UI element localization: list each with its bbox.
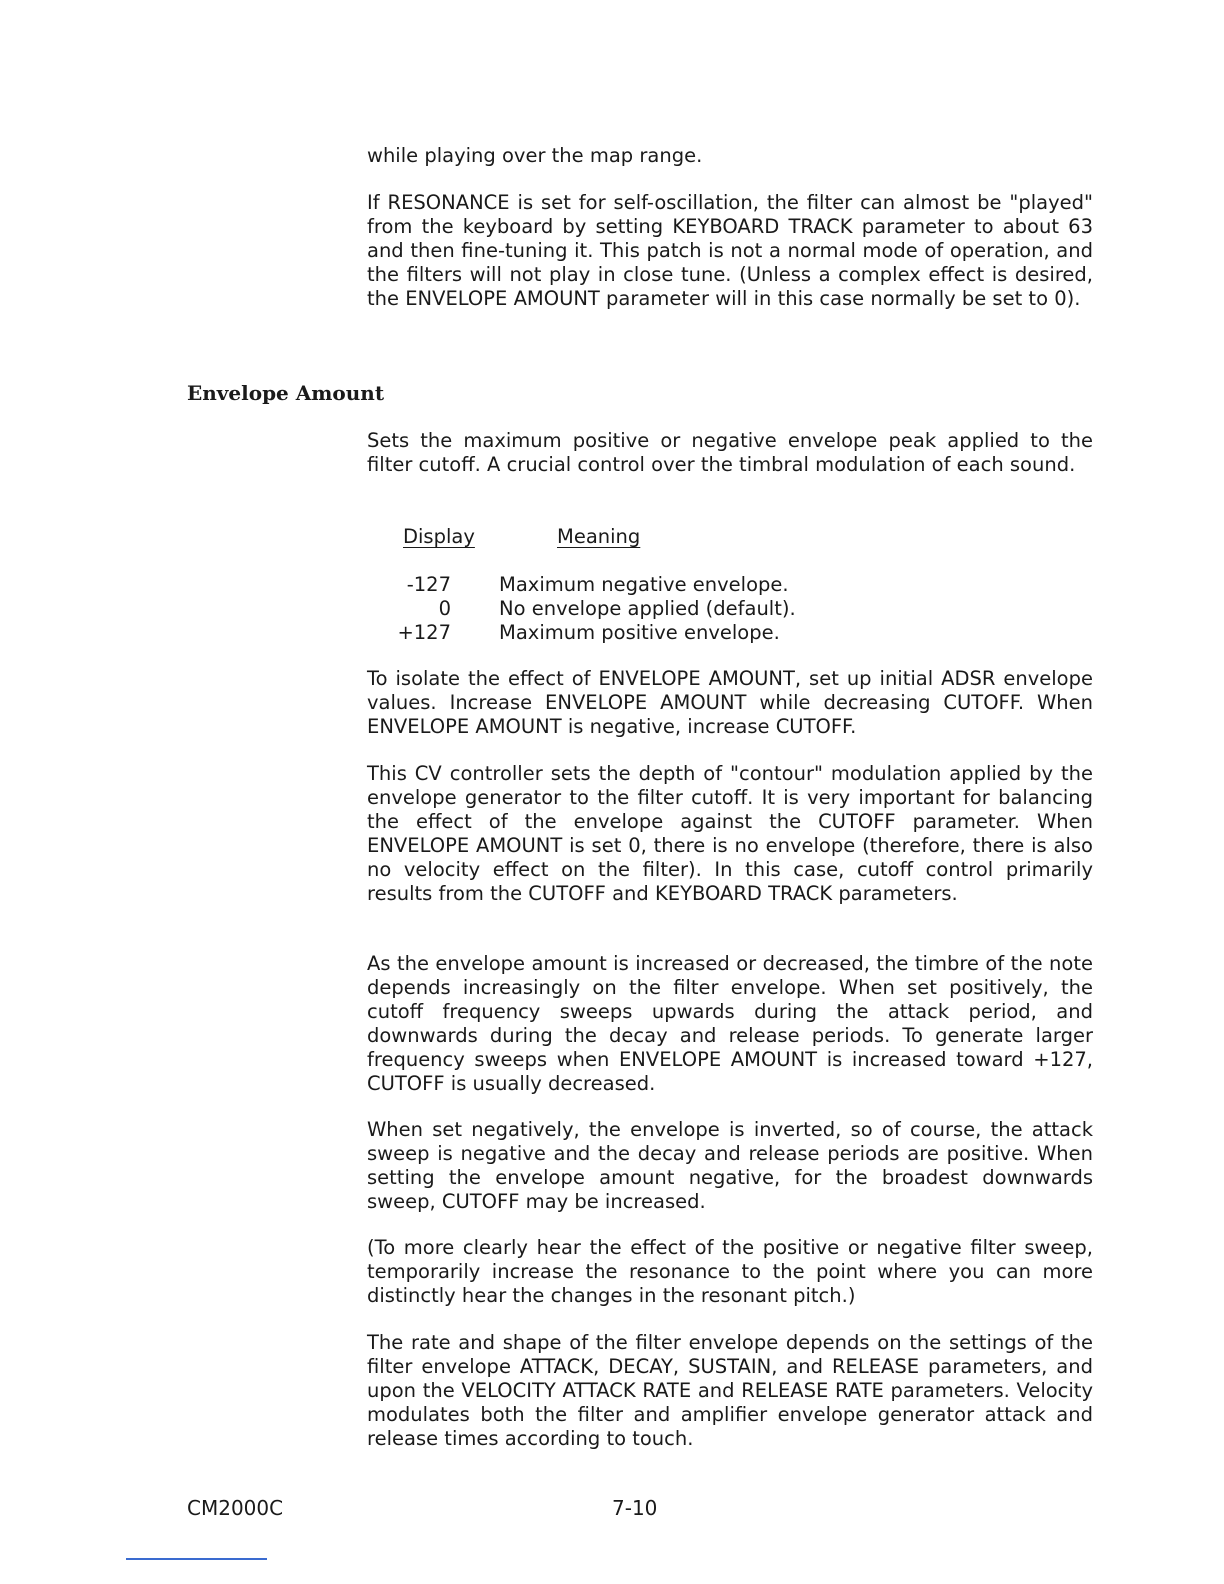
- body-paragraph: (To more clearly hear the effect of the positive or negative filter sweep, temporarily increase the resonance to the point where you can more distinctly hear the changes in the resonant pitch.): [367, 1236, 1093, 1307]
- table-header-meaning: Meaning: [557, 525, 641, 548]
- resonance-paragraph: If RESONANCE is set for self-oscillation, the filter can almost be "played" from the keyboard by setting KEYBOARD TRACK parameter to about 63 and then fine-tuning it. This patch is not a normal mode of operation, and the filters will not play in close tune. (Unless a complex effect is desired, the ENVELOPE AMOUNT parameter will in this case normally be set to 0).: [367, 191, 1093, 310]
- table-row: [367, 573, 967, 597]
- body-paragraph: As the envelope amount is increased or decreased, the timbre of the note depends increasingly on the filter envelope. When set positively, the cutoff frequency sweeps upwards during the attack period, and downwards during the decay and release periods. To generate larger frequency sweeps when ENVELOPE AMOUNT is increased toward +127, CUTOFF is usually decreased.: [367, 952, 1093, 1095]
- table-row: [367, 621, 967, 645]
- table-cell-code: -127: [406, 573, 451, 596]
- table-cell-meaning: Maximum negative envelope.: [499, 573, 789, 596]
- table-cell-meaning: Maximum positive envelope.: [499, 621, 780, 644]
- body-paragraph: This CV controller sets the depth of "contour" modulation applied by the envelope generator to the filter cutoff. It is very important for balancing the effect of the envelope against the CUTOFF parameter. When ENVELOPE AMOUNT is set 0, there is no envelope (therefore, there is also no velocity effect on the filter). In this case, cutoff control primarily results from the CUTOFF and KEYBOARD TRACK parameters.: [367, 762, 1093, 905]
- table-cell-code: +127: [397, 621, 451, 644]
- section-heading: Envelope Amount: [187, 381, 385, 405]
- body-paragraph: To isolate the effect of ENVELOPE AMOUNT, set up initial ADSR envelope values. Increase ENVELOPE AMOUNT while decreasing CUTOFF. When ENVELOPE AMOUNT is negative, increase CUTOFF.: [367, 667, 1093, 738]
- section-description: Sets the maximum positive or negative envelope peak applied to the filter cutoff. A crucial control over the timbral modulation of each sound.: [367, 429, 1093, 476]
- table-cell-code: 0: [438, 597, 451, 620]
- page-number: 7-10: [612, 1496, 658, 1520]
- table-cell-meaning: No envelope applied (default).: [499, 597, 796, 620]
- body-paragraph: When set negatively, the envelope is inverted, so of course, the attack sweep is negative and the decay and release periods are positive. When setting the envelope amount negative, for the broadest downwards sweep, CUTOFF may be increased.: [367, 1118, 1093, 1213]
- intro-line: while playing over the map range.: [367, 144, 703, 167]
- table-header-display: Display: [403, 525, 475, 548]
- document-id: CM2000C: [187, 1496, 284, 1520]
- table-row: [367, 597, 967, 621]
- footer-divider: [126, 1558, 267, 1560]
- body-paragraph: The rate and shape of the filter envelope depends on the settings of the filter envelope ATTACK, DECAY, SUSTAIN, and RELEASE parameters, and upon the VELOCITY ATTACK RATE and RELEASE RATE parameters. Velocity modulates both the filter and amplifier envelope generator attack and release times according to touch.: [367, 1331, 1093, 1450]
